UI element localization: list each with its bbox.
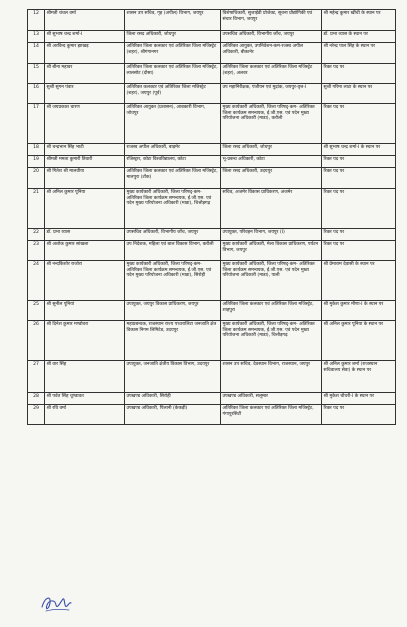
officer-name: श्री चन्द्रभान सिंह भाटी xyxy=(45,144,125,156)
current-post: रजिस्ट्रार, कोटा विश्वविद्यालय, कोटा xyxy=(125,156,221,168)
table-row xyxy=(28,168,396,189)
current-post: अतिरिक्त जिला कलक्टर एवं अतिरिक्त जिला मजिस्ट्रेट, मालपुरा (टोंक) xyxy=(125,168,221,189)
table-row xyxy=(28,189,396,229)
transfer-table xyxy=(27,9,396,425)
vacancy-note: श्री मुकेश चौधरी-I के स्थान पर xyxy=(322,393,396,405)
table-row xyxy=(28,31,396,43)
row-number: 18 xyxy=(28,144,45,156)
new-post: जिला रसद अधिकारी, जोधपुर xyxy=(221,144,322,156)
row-number: 12 xyxy=(28,10,45,31)
new-post: मुख्य कार्यकारी अधिकारी, जिला परिषद्-कम- अतिरिक्त जिला कार्यक्रम समन्वयक, ई.जी.एस. एवं पदेन मुख्य परियोजना अधिकारी (माडा), चित्तौड़गढ़ xyxy=(221,321,322,361)
new-post: जिला रसद अधिकारी, उदयपुर xyxy=(221,168,322,189)
new-post: अतिरिक्त जिला कलक्टर एवं अतिरिक्त जिला मजिस्ट्रेट, शाहपुरा xyxy=(221,301,322,321)
table-row xyxy=(28,361,396,393)
table-row xyxy=(28,301,396,321)
new-post: अतिरिक्त जिला कलक्टर एवं अतिरिक्त जिला मजिस्ट्रेट (शहर), अलवर xyxy=(221,64,322,84)
officer-name: डॉ. प्रभा व्यास xyxy=(45,229,125,241)
vacancy-note: श्री अनिल कुमार पूनिया के स्थान पर xyxy=(322,321,396,361)
new-post: शासन उप सचिव, देवस्थान विभाग, राजस्थान, जयपुर xyxy=(221,361,322,393)
row-number: 15 xyxy=(28,64,45,84)
vacancy-note: श्री प्रेमाराम देवासी के स्थान पर xyxy=(322,261,396,301)
row-number: 28 xyxy=(28,393,45,405)
signature xyxy=(39,591,73,615)
table-row xyxy=(28,43,396,64)
current-post: उपखण्ड अधिकारी, पिलानी (केकड़ी) xyxy=(125,405,221,425)
table-row xyxy=(28,241,396,261)
current-post: राजस्व अपील अधिकारी, बाड़मेर xyxy=(125,144,221,156)
vacancy-note: श्री नरेन्द्र पाल सिंह के स्थान पर xyxy=(322,43,396,64)
vacancy-note: रिक्त पद पर xyxy=(322,104,396,144)
current-post: अतिरिक्त जिला कलक्टर एवं अतिरिक्त जिला मजिस्ट्रेट, लालसोट (दौसा) xyxy=(125,64,221,84)
officer-name: श्री सुभाष चन्द्र शर्मा-I xyxy=(45,31,125,43)
new-post: अतिरिक्त जिला कलक्टर एवं अतिरिक्त जिला मजिस्ट्रेट, गंगापुरसिटी xyxy=(221,405,322,425)
table-row xyxy=(28,321,396,361)
table-row xyxy=(28,10,396,31)
officer-name: श्री बीना महावर xyxy=(45,64,125,84)
officer-name: श्री वार सिंह xyxy=(45,361,125,393)
table-row xyxy=(28,156,396,168)
row-number: 21 xyxy=(28,189,45,229)
new-post: मुख्य कार्यकारी अधिकारी, मेला विकास प्राधिकरण, पर्यटन विभाग, जयपुर xyxy=(221,241,322,261)
row-number: 23 xyxy=(28,241,45,261)
current-post: उपायुक्त, जयपुर विकास प्राधिकरण, जयपुर xyxy=(125,301,221,321)
vacancy-note: रिक्त पद पर xyxy=(322,189,396,229)
new-post: सचिव, अजमेर विकास प्राधिकरण, अजमेर xyxy=(221,189,322,229)
vacancy-note: रिक्त पद पर xyxy=(322,156,396,168)
row-number: 27 xyxy=(28,361,45,393)
new-post: उपायुक्त, परिवहन विभाग, जयपुर (I) xyxy=(221,229,322,241)
new-post: भू-प्रबन्ध अधिकारी, कोटा xyxy=(221,156,322,168)
vacancy-note: रिक्त पद पर xyxy=(322,405,396,425)
current-post: जिला रसद अधिकारी, जोधपुर xyxy=(125,31,221,43)
officer-name: श्रीमती चंचल वर्मा xyxy=(45,10,125,31)
officer-name: श्री अरविन्द कुमार झाखड़ xyxy=(45,43,125,64)
vacancy-note: रिक्त पद पर xyxy=(322,168,396,189)
current-post: उपसचिव अधिकारी, विभागीय जाँच, जयपुर xyxy=(125,229,221,241)
vacancy-note: श्री अनिल कुमार शर्मा (राजस्थान सचिवालय सेवा) के स्थान पर xyxy=(322,361,396,393)
current-post: शासन उप सचिव, गृह (अपील) विभाग, जयपुर xyxy=(125,10,221,31)
officer-name: श्री अशोक कुमार सांखला xyxy=(45,241,125,261)
row-number: 14 xyxy=(28,43,45,64)
table-row xyxy=(28,144,396,156)
table-row xyxy=(28,64,396,84)
vacancy-note: श्री महेन्द्र कुमार खींची के स्थान पर xyxy=(322,10,396,31)
new-post: उपखण्ड अधिकारी, सलूम्बर xyxy=(221,393,322,405)
table-row xyxy=(28,261,396,301)
table-body xyxy=(28,10,396,425)
new-post: अतिरिक्त आयुक्त, उपनिवेशन-कम-रजस्व अपील अधिकारी, बीकानेर xyxy=(221,43,322,64)
vacancy-note: डॉ. प्रभा व्यास के स्थान पर xyxy=(322,31,396,43)
current-post: मुख्य कार्यकारी अधिकारी, जिला परिषद्-कम- अतिरिक्त जिला कार्यक्रम समन्वयक, ई.जी.एस. एवं पदेन मुख्य परियोजना अधिकारी (माडा), सिरोही xyxy=(125,261,221,301)
row-number: 16 xyxy=(28,84,45,104)
row-number: 19 xyxy=(28,156,45,168)
officer-name: श्री अनिल कुमार पूनिया xyxy=(45,189,125,229)
officer-name: श्री सुनील पूनियां xyxy=(45,301,125,321)
officer-name: श्री जयप्रकाश चारण xyxy=(45,104,125,144)
officer-name: श्री नन्दकिशोर राजोरा xyxy=(45,261,125,301)
row-number: 20 xyxy=(28,168,45,189)
officer-name: श्री दिनेश कुमार मण्डोवरा xyxy=(45,321,125,361)
officer-name: श्री रवि वर्मा xyxy=(45,405,125,425)
officer-name: श्रीमती ममता कुमारी तिवारी xyxy=(45,156,125,168)
new-post: मुख्य कार्यकारी अधिकारी, जिला परिषद्-कम- अतिरिक्त जिला कार्यक्रम समन्वयक, ई.जी.एस. एवं पदेन मुख्य परियोजना अधिकारी (माडा), करौली xyxy=(221,104,322,144)
row-number: 26 xyxy=(28,321,45,361)
new-post: उप महानिरीक्षक, पंजीयन एवं मुद्रांक, जयपुर-वृत्त-I xyxy=(221,84,322,104)
vacancy-note: रिक्त पद पर xyxy=(322,64,396,84)
row-number: 25 xyxy=(28,301,45,321)
table-row xyxy=(28,393,396,405)
current-post: महाप्रबन्धक, राजस्थान राज्य पथ्थरालिटा जनजाति क्षेत्र विकास निगम लिमिटेड, उदयपुर xyxy=(125,321,221,361)
current-post: उपायुक्त, जनजाति क्षेत्रीय विकास विभाग, उदयपुर xyxy=(125,361,221,393)
table-row xyxy=(28,104,396,144)
current-post: अतिरिक्त कलक्टर एवं अतिरिक्त जिला मजिस्ट्रेट (शहर), जयपुर (पूर्व) xyxy=(125,84,221,104)
row-number: 24 xyxy=(28,261,45,301)
table-row xyxy=(28,84,396,104)
officer-name: श्री गितेश श्री मालवीया xyxy=(45,168,125,189)
officer-name: श्री पर्वत सिंह चूण्डावत xyxy=(45,393,125,405)
vacancy-note: श्री सुभाष चन्द्र शर्मा-I के स्थान पर xyxy=(322,144,396,156)
new-post: उपसचिव अधिकारी, विभागीय जाँच, जयपुर xyxy=(221,31,322,43)
vacancy-note: रिक्त पद पर xyxy=(322,229,396,241)
vacancy-note: सुश्री गरिमा लाटा के स्थान पर xyxy=(322,84,396,104)
row-number: 29 xyxy=(28,405,45,425)
current-post: मुख्य कार्यकारी अधिकारी, जिला परिषद्-कम- अतिरिक्त जिला कार्यक्रम समन्वयक, ई.जी.एस. एवं पदेन मुख्य परियोजना अधिकारी (माडा), चित्तौड़गढ़ xyxy=(125,189,221,229)
row-number: 22 xyxy=(28,229,45,241)
row-number: 17 xyxy=(28,104,45,144)
current-post: अतिरिक्त आयुक्त (प्रशासन), आबकारी विभाग, जोधपुर xyxy=(125,104,221,144)
new-post: विशेषाधिकारी, सुजाईडी प्रोजेक्ट, सूचना प्रौद्योगिकी एवं संचार विभाग, जयपुर xyxy=(221,10,322,31)
current-post: उपखण्ड अधिकारी, सिरोही xyxy=(125,393,221,405)
current-post: उप निदेशक, महिला एवं बाल विकास विभाग, करौली xyxy=(125,241,221,261)
current-post: अतिरिक्त जिला कलक्टर एवं अतिरिक्त जिला मजिस्ट्रेट (शहर), श्रीगंगानगर xyxy=(125,43,221,64)
row-number: 13 xyxy=(28,31,45,43)
vacancy-note: श्री मुकेश कुमार मीणा-I के स्थान पर xyxy=(322,301,396,321)
officer-name: सुश्री सुगन पंवार xyxy=(45,84,125,104)
table-row xyxy=(28,405,396,425)
new-post: मुख्य कार्यकारी अधिकारी, जिला परिषद्-कम- अतिरिक्त जिला कार्यक्रम समन्वयक, ई.जी.एस. एवं पदेन मुख्य परियोजना अधिकारी (माडा), पाली xyxy=(221,261,322,301)
vacancy-note: रिक्त पद पर xyxy=(322,241,396,261)
table-row xyxy=(28,229,396,241)
